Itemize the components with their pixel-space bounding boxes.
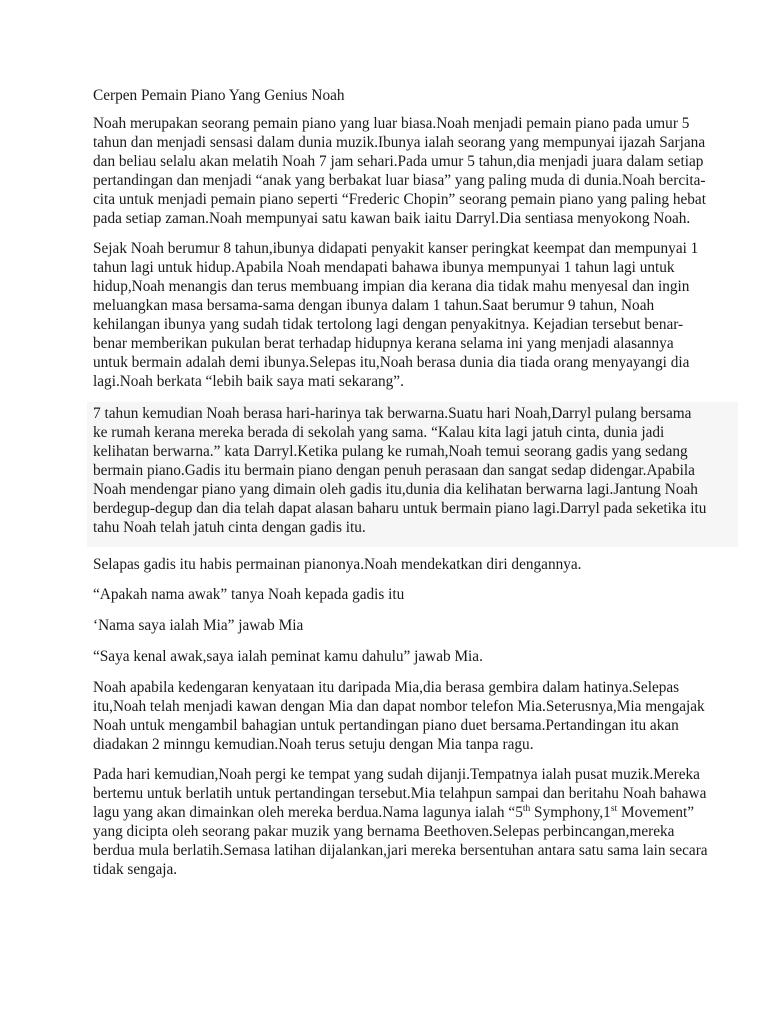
superscript-th: th xyxy=(522,803,531,814)
paragraph-6-part-a: Pada hari kemudian,Noah pergi ke tempat yang sudah dijanji.Tempatnya ialah pusat muzik.Mereka bertemu untuk berlatih untuk pertandingan tersebut.Mia telahpun sampai dan beritahu Noah bahawa lagu yang akan dimainkan oleh mereka berdua.Nama lagunya ialah “5 xyxy=(93,766,707,821)
document-title: Cerpen Pemain Piano Yang Genius Noah xyxy=(93,87,345,104)
paragraph-6 xyxy=(93,765,708,879)
paragraph-6-part-b: Symphony,1 xyxy=(530,804,611,821)
paragraph-2: Sejak Noah berumur 8 tahun,ibunya didapati penyakit kanser peringkat keempat dan mempunyai 1 tahun lagi untuk hidup.Apabila Noah mendapati bahawa ibunya mempunyai 1 tahun lagi untuk hidup,Noah menangis dan terus membuang impian dia kerana dia tidak mahu menyesal dan ingin meluangkan masa bersama-sama dengan ibunya dalam 1 tahun.Saat berumur 9 tahun, Noah kehilangan ibunya yang sudah tidak tertolong lagi dengan penyakitnya. Kejadian tersebut benar-benar memberikan pukulan berat terhadap hidupnya kerana selama ini yang menjadi alasannya untuk bermain adalah demi ibunya.Selepas itu,Noah berasa dunia dia tiada orang menyayangi dia lagi.Noah berkata “lebih baik saya mati sekarang”. xyxy=(93,240,699,390)
paragraph-3: 7 tahun kemudian Noah berasa hari-harinya tak berwarna.Suatu hari Noah,Darryl pulang bersama ke rumah kerana mereka berada di sekolah yang sama. “Kalau kita lagi jatuh cinta, dunia jadi kelihatan berwarna.” kata Darryl.Ketika pulang ke rumah,Noah temui seorang gadis yang sedang bermain piano.Gadis itu bermain piano dengan penuh perasaan dan sangat sedap didengar.Apabila Noah mendengar piano yang dimain oleh gadis itu,dunia dia kelihatan berwarna lagi.Jantung Noah berdegup-degup dan dia telah dapat alasan baharu untuk bermain piano lagi.Darryl pada seketika itu tahu Noah telah jatuh cinta dengan gadis itu. xyxy=(87,402,738,547)
dialogue-line-3: “Saya kenal awak,saya ialah peminat kamu dahulu” jawab Mia. xyxy=(93,648,483,665)
dialogue-line-1: “Apakah nama awak” tanya Noah kepada gadis itu xyxy=(93,586,405,603)
paragraph-5: Noah apabila kedengaran kenyataan itu daripada Mia,dia berasa gembira dalam hatinya.Selepas itu,Noah telah menjadi kawan dengan Mia dan dapat nombor telefon Mia.Seterusnya,Mia mengajak Noah untuk mengambil bahagian untuk pertandingan piano duet bersama.Pertandingan itu akan diadakan 2 minngu kemudian.Noah terus setuju dengan Mia tanpa ragu. xyxy=(93,679,705,753)
superscript-st: st xyxy=(610,803,618,814)
paragraph-4: Selapas gadis itu habis permainan pianonya.Noah mendekatkan diri dengannya. xyxy=(93,556,582,573)
paragraph-1: Noah merupakan seorang pemain piano yang luar biasa.Noah menjadi pemain piano pada umur 5 tahun dan menjadi sensasi dalam dunia muzik.Ibunya ialah seorang yang mempunyai ijazah Sarjana dan beliau selalu akan melatih Noah 7 jam sehari.Pada umur 5 tahun,dia menjadi juara dalam setiap pertandingan dan menjadi “anak yang berbakat luar biasa” yang paling muda di dunia.Noah bercita-cita untuk menjadi pemain piano seperti “Frederic Chopin” seorang pemain piano yang paling hebat pada setiap zaman.Noah mempunyai satu kawan baik iaitu Darryl.Dia sentiasa menyokong Noah. xyxy=(93,115,706,227)
paragraph-6-part-c: Movement” yang dicipta oleh seorang pakar muzik yang bernama Beethoven.Selepas perbincangan,mereka berdua mula berlatih.Semasa latihan dijalankan,jari mereka bersentuhan antara satu sama lain secara tidak sengaja. xyxy=(93,804,708,878)
dialogue-line-2: ‘Nama saya ialah Mia” jawab Mia xyxy=(93,617,304,634)
